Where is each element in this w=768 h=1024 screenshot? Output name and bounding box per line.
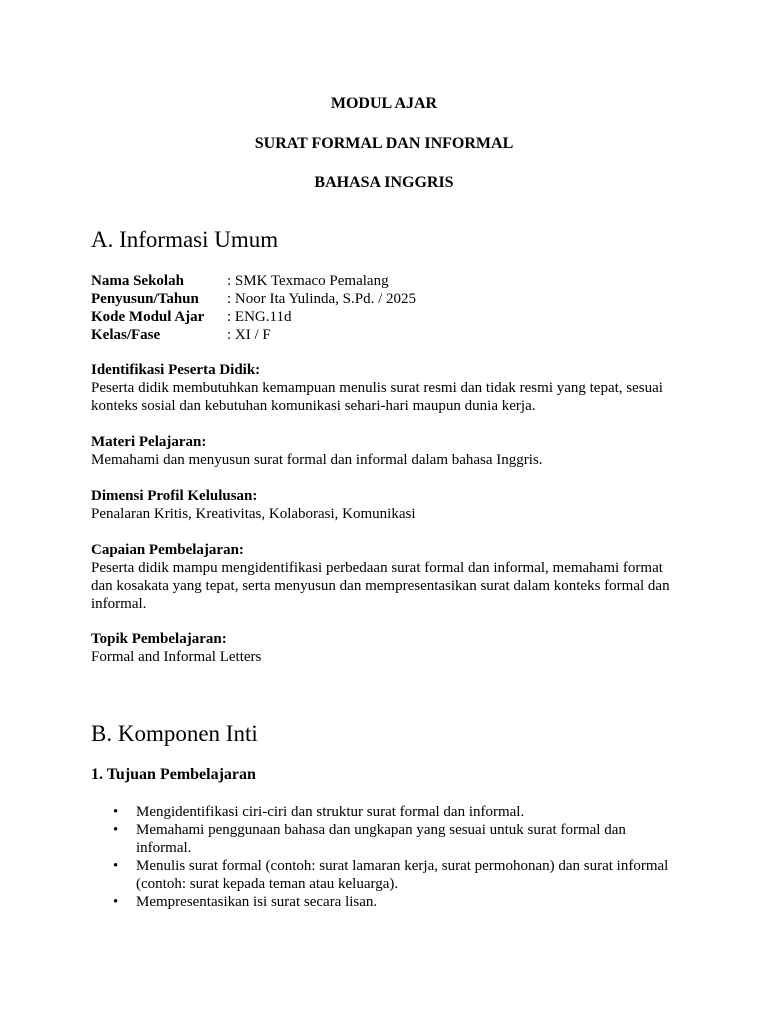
info-row-school xyxy=(91,272,416,290)
bullet-icon: • xyxy=(113,804,119,820)
list-item-text: Menulis surat formal (contoh: surat lamaran kerja, surat permohonan) dan surat informal (contoh: surat kepada teman atau keluarga). xyxy=(136,858,669,892)
block-text: Formal and Informal Letters xyxy=(91,649,262,665)
info-label: Kelas/Fase xyxy=(91,327,161,343)
bullet-icon: • xyxy=(113,894,119,910)
list-item-text: Memahami penggunaan bahasa dan ungkapan yang sesuai untuk surat formal dan informal. xyxy=(136,822,626,856)
section-a-heading: A. Informasi Umum xyxy=(91,227,279,252)
info-label: Penyusun/Tahun xyxy=(91,291,199,307)
info-value: : ENG.11d xyxy=(227,309,292,325)
module-subtitle: SURAT FORMAL DAN INFORMAL xyxy=(254,135,514,152)
module-subject: BAHASA INGGRIS xyxy=(314,174,454,191)
list-item xyxy=(91,857,681,893)
block-identifikasi xyxy=(91,361,681,415)
info-value: : SMK Texmaco Pemalang xyxy=(227,273,389,289)
block-text: Peserta didik membutuhkan kemampuan menulis surat resmi dan tidak resmi yang tepat, sesuai konteks sosial dan kebutuhan komunikasi sehari-hari maupun dunia kerja. xyxy=(91,380,663,414)
block-label: Capaian Pembelajaran: xyxy=(91,542,244,558)
block-text: Penalaran Kritis, Kreativitas, Kolaborasi, Komunikasi xyxy=(91,506,416,522)
info-value: : Noor Ita Yulinda, S.Pd. / 2025 xyxy=(227,291,417,307)
block-materi xyxy=(91,433,681,469)
bullet-icon: • xyxy=(113,822,119,838)
info-row-author xyxy=(91,290,416,308)
bullet-icon: • xyxy=(113,858,119,874)
list-item xyxy=(91,803,681,821)
learning-objectives-list xyxy=(91,803,681,911)
block-label: Identifikasi Peserta Didik: xyxy=(91,362,261,378)
info-label: Nama Sekolah xyxy=(91,273,184,289)
block-label: Materi Pelajaran: xyxy=(91,434,207,450)
info-value: : XI / F xyxy=(227,327,271,343)
list-item xyxy=(91,821,681,857)
block-text: Peserta didik mampu mengidentifikasi perbedaan surat formal dan informal, memahami format dan kosakata yang tepat, serta menyusun dan mempresentasikan surat dalam konteks formal dan informal. xyxy=(91,560,670,612)
block-label: Topik Pembelajaran: xyxy=(91,631,227,647)
block-dimensi xyxy=(91,487,681,523)
list-item xyxy=(91,893,681,911)
block-capaian xyxy=(91,541,681,613)
info-row-class xyxy=(91,326,416,344)
info-label: Kode Modul Ajar xyxy=(91,309,205,325)
subsection-heading: 1. Tujuan Pembelajaran xyxy=(91,766,256,783)
list-item-text: Mempresentasikan isi surat secara lisan. xyxy=(136,894,378,910)
section-b-heading: B. Komponen Inti xyxy=(91,721,258,746)
list-item-text: Mengidentifikasi ciri-ciri dan struktur surat formal dan informal. xyxy=(136,804,525,820)
block-topik xyxy=(91,630,681,666)
general-info-table xyxy=(91,272,416,344)
info-row-module-code xyxy=(91,308,416,326)
module-title: MODUL AJAR xyxy=(330,95,438,112)
block-text: Memahami dan menyusun surat formal dan informal dalam bahasa Inggris. xyxy=(91,452,543,468)
block-label: Dimensi Profil Kelulusan: xyxy=(91,488,258,504)
